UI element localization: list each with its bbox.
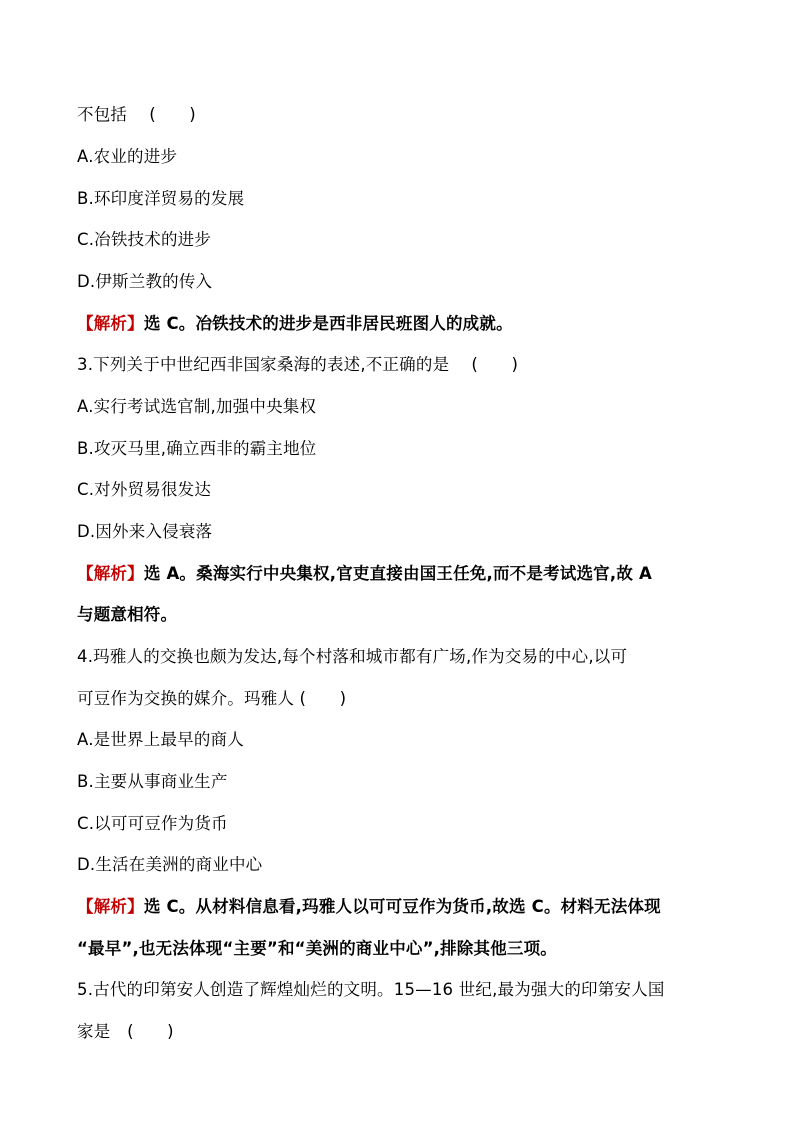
analysis-tag: 【解析】 xyxy=(77,314,144,333)
analysis-text: 选 C。冶铁技术的进步是西非居民班图人的成就。 xyxy=(143,314,513,333)
question-3-option-b: B.攻灭马里,确立西非的霸主地位 xyxy=(77,439,317,458)
question-2-option-d: D.伊斯兰教的传入 xyxy=(77,272,213,291)
question-4-option-c: C.以可可豆作为货币 xyxy=(77,814,228,833)
question-2-option-b: B.环印度洋贸易的发展 xyxy=(77,189,245,208)
question-2-stem-end: 不包括 ( ) xyxy=(77,105,196,124)
question-4-option-a: A.是世界上最早的商人 xyxy=(77,730,244,749)
question-4-analysis-cont: “最早”,也无法体现“主要”和“美洲的商业中心”,排除其他三项。 xyxy=(77,939,558,958)
question-3-option-c: C.对外贸易很发达 xyxy=(77,480,212,499)
question-4-option-b: B.主要从事商业生产 xyxy=(77,772,228,791)
question-4-option-d: D.生活在美洲的商业中心 xyxy=(77,855,263,874)
question-4-stem: 4.玛雅人的交换也颇为发达,每个村落和城市都有广场,作为交易的中心,以可 xyxy=(77,647,628,666)
question-4-stem-cont: 可豆作为交换的媒介。玛雅人 ( ) xyxy=(77,689,347,708)
analysis-text: 选 C。从材料信息看,玛雅人以可可豆作为货币,故选 C。材料无法体现 xyxy=(143,897,661,916)
question-3-analysis xyxy=(77,563,652,585)
question-3-option-d: D.因外来入侵衰落 xyxy=(77,522,213,541)
question-2-option-c: C.冶铁技术的进步 xyxy=(77,230,212,249)
question-4-analysis xyxy=(77,896,661,918)
analysis-tag: 【解析】 xyxy=(77,564,144,583)
question-3-stem: 3.下列关于中世纪西非国家桑海的表述,不正确的是 ( ) xyxy=(77,355,519,374)
analysis-text: 选 A。桑海实行中央集权,官吏直接由国王任免,而不是考试选官,故 A xyxy=(143,564,652,583)
question-2-option-a: A.农业的进步 xyxy=(77,147,178,166)
question-2-analysis xyxy=(77,313,513,335)
question-5-stem-cont: 家是 ( ) xyxy=(77,1022,174,1041)
question-3-analysis-cont: 与题意相符。 xyxy=(77,605,178,624)
analysis-tag: 【解析】 xyxy=(77,897,144,916)
question-3-option-a: A.实行考试选官制,加强中央集权 xyxy=(77,397,317,416)
question-5-stem: 5.古代的印第安人创造了辉煌灿烂的文明。15—16 世纪,最为强大的印第安人国 xyxy=(77,980,665,999)
